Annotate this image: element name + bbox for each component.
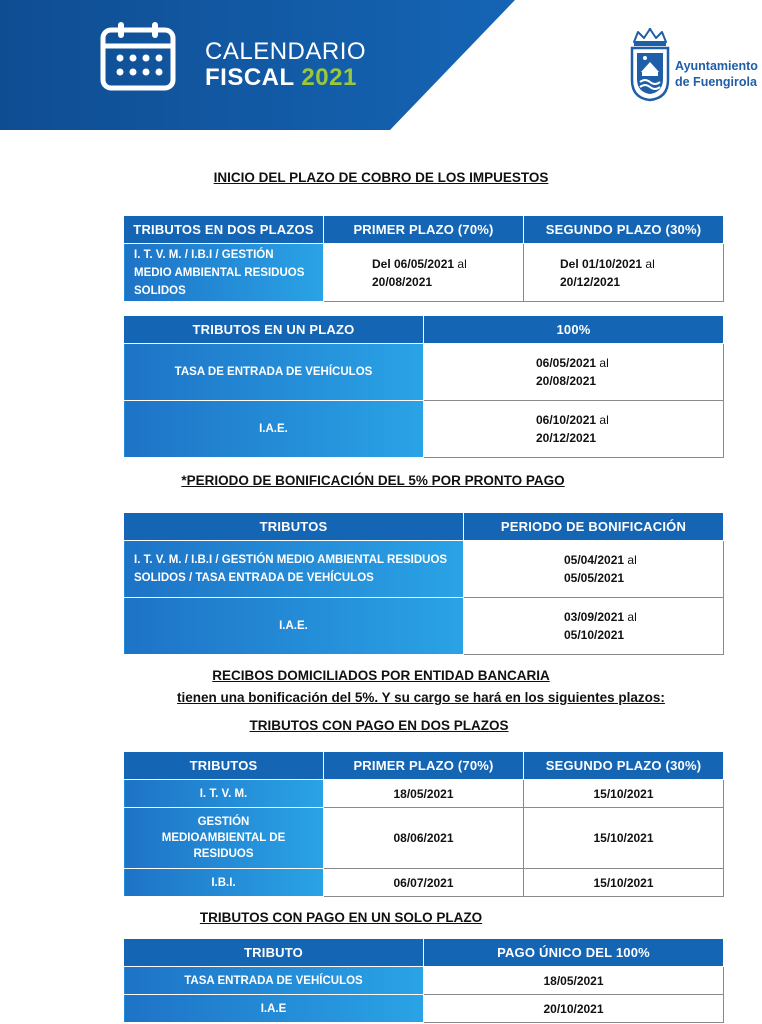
col-header: TRIBUTO bbox=[124, 939, 424, 967]
date-range bbox=[424, 401, 724, 458]
banner-title bbox=[205, 40, 366, 90]
col-header: SEGUNDO PLAZO (30%) bbox=[524, 216, 724, 244]
one-term-heading: TRIBUTOS CON PAGO EN UN SOLO PLAZO bbox=[199, 910, 483, 925]
date-range bbox=[464, 541, 724, 598]
table-bonus-period bbox=[123, 512, 724, 655]
range-end: 05/05/2021 bbox=[564, 571, 625, 585]
range-al: al bbox=[627, 553, 637, 567]
section2-heading: *PERIODO DE BONIFICACIÓN DEL 5% POR PRONTO PAGO bbox=[181, 473, 565, 488]
table-one-term bbox=[123, 315, 724, 458]
range-al: al bbox=[627, 610, 637, 624]
table-direct-debit-two-terms bbox=[123, 751, 724, 897]
date-cell: 15/10/2021 bbox=[524, 808, 724, 869]
range-al: al bbox=[599, 413, 609, 427]
org-name bbox=[675, 58, 758, 90]
range-end: 20/12/2021 bbox=[536, 431, 597, 445]
date-range bbox=[464, 598, 724, 655]
range-start: 06/05/2021 bbox=[536, 356, 597, 370]
date-cell: 18/05/2021 bbox=[324, 780, 524, 808]
row-label: GESTIÓN MEDIOAMBIENTAL DE RESIDUOS bbox=[124, 808, 324, 869]
col-header: PRIMER PLAZO (70%) bbox=[324, 752, 524, 780]
date-cell: 15/10/2021 bbox=[524, 780, 724, 808]
col-header: TRIBUTOS EN DOS PLAZOS bbox=[124, 216, 324, 244]
date-range bbox=[524, 244, 724, 302]
range-al: al bbox=[457, 256, 467, 271]
two-terms-heading: TRIBUTOS CON PAGO EN DOS PLAZOS bbox=[249, 718, 509, 733]
calendar-icon bbox=[100, 20, 176, 92]
table-direct-debit-one-term bbox=[123, 938, 724, 1023]
range-al: al bbox=[645, 256, 655, 271]
range-start: Del 01/10/2021 bbox=[560, 256, 643, 271]
col-header: 100% bbox=[424, 316, 724, 344]
row-label: I.A.E. bbox=[124, 598, 464, 655]
date-range bbox=[424, 344, 724, 401]
section1-heading: INICIO DEL PLAZO DE COBRO DE LOS IMPUESTOS bbox=[213, 170, 549, 185]
date-range bbox=[324, 244, 524, 302]
date-cell: 18/05/2021 bbox=[424, 967, 724, 995]
row-label: I.A.E. bbox=[124, 401, 424, 458]
col-header: TRIBUTOS EN UN PLAZO bbox=[124, 316, 424, 344]
row-label: I. T. V. M. / I.B.I / GESTIÓN MEDIO AMBIENTAL RESIDUOS SOLIDOS / TASA ENTRADA DE VEHÍCULOS bbox=[124, 541, 464, 598]
coat-of-arms-logo bbox=[628, 28, 672, 102]
col-header: TRIBUTOS bbox=[124, 513, 464, 541]
date-cell: 15/10/2021 bbox=[524, 869, 724, 897]
section3-heading-line1: RECIBOS DOMICILIADOS POR ENTIDAD BANCARIA bbox=[212, 668, 550, 683]
title-year: 2021 bbox=[301, 64, 357, 91]
date-cell: 08/06/2021 bbox=[324, 808, 524, 869]
range-end: 20/12/2021 bbox=[560, 274, 621, 289]
row-label: I.B.I. bbox=[124, 869, 324, 897]
row-label: I. T. V. M. bbox=[124, 780, 324, 808]
title-line1: CALENDARIO bbox=[205, 38, 367, 65]
range-end: 05/10/2021 bbox=[564, 628, 625, 642]
range-end: 20/08/2021 bbox=[372, 274, 433, 289]
range-start: 05/04/2021 bbox=[564, 553, 625, 567]
row-label: TASA ENTRADA DE VEHÍCULOS bbox=[124, 967, 424, 995]
col-header: SEGUNDO PLAZO (30%) bbox=[524, 752, 724, 780]
org-line1: Ayuntamiento bbox=[675, 59, 758, 73]
table-two-terms bbox=[123, 215, 724, 302]
col-header: PERIODO DE BONIFICACIÓN bbox=[464, 513, 724, 541]
row-label: I.A.E bbox=[124, 995, 424, 1023]
date-cell: 20/10/2021 bbox=[424, 995, 724, 1023]
col-header: TRIBUTOS bbox=[124, 752, 324, 780]
section3-heading-line2: tienen una bonificación del 5%. Y su cargo se hará en los siguientes plazos: bbox=[177, 690, 665, 705]
row-label: TASA DE ENTRADA DE VEHÍCULOS bbox=[124, 344, 424, 401]
date-cell: 06/07/2021 bbox=[324, 869, 524, 897]
range-start: 06/10/2021 bbox=[536, 413, 597, 427]
org-line2: de Fuengirola bbox=[675, 75, 757, 89]
header-banner bbox=[0, 0, 762, 130]
col-header: PAGO ÚNICO DEL 100% bbox=[424, 939, 724, 967]
range-start: Del 06/05/2021 bbox=[372, 256, 455, 271]
title-line2: FISCAL 2021 bbox=[205, 64, 357, 91]
range-start: 03/09/2021 bbox=[564, 610, 625, 624]
col-header: PRIMER PLAZO (70%) bbox=[324, 216, 524, 244]
range-al: al bbox=[599, 356, 609, 370]
range-end: 20/08/2021 bbox=[536, 374, 597, 388]
row-label: I. T. V. M. / I.B.I / GESTIÓN MEDIO AMBIENTAL RESIDUOS SOLIDOS bbox=[124, 244, 324, 302]
